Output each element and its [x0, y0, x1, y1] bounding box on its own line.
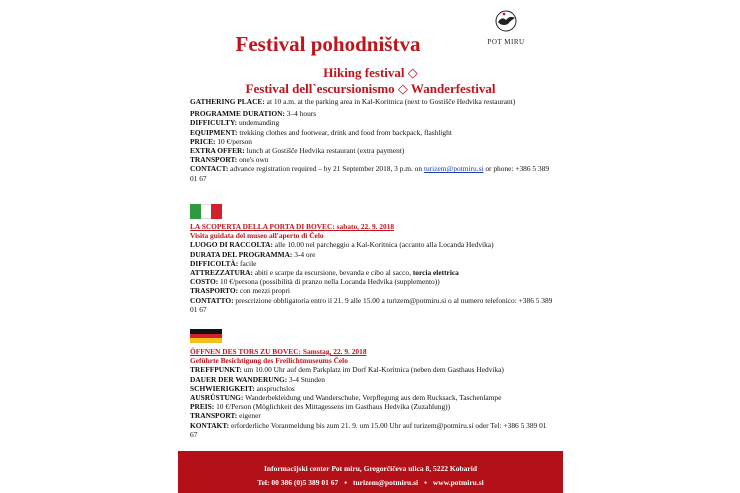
info-row: ATTREZZATURA: abiti e scarpe da escursione, bevanda e cibo al sacco, torcia elettrica: [190, 268, 459, 278]
bullet-icon: ●: [423, 480, 428, 486]
page-title: Festival pohodništva: [235, 32, 421, 56]
info-row: CONTACT: advance registration required – by 21 September 2018, 3 p.m. on turizem@potmiru.si or phone: +386 5 389 01 67: [190, 164, 550, 183]
italian-flag: [190, 204, 222, 219]
logo-text: POT MIRU: [487, 38, 525, 46]
info-row: EXTRA OFFER: lunch at Gostišče Hedvika restaurant (extra payment): [190, 146, 405, 156]
german-heading: ÖFFNEN DES TORS ZU BOVEC: Samstag, 22. 9. 2018: [190, 347, 367, 356]
german-section: [190, 347, 555, 439]
footer-email[interactable]: turizem@potmiru.si: [353, 478, 419, 487]
footer-website[interactable]: www.potmiru.si: [432, 478, 484, 487]
email-link[interactable]: turizem@potmiru.si: [423, 164, 484, 174]
poster-page: [178, 0, 563, 493]
italian-subheading: Visita guidata del museo all'aperto di Čelo: [190, 231, 324, 241]
italian-section: [190, 222, 555, 314]
info-row: DIFFICULTY: undemanding: [190, 118, 280, 128]
info-row: COSTO: 10 €/persona (possibilità di pranzo nella Locanda Hedvika (supplemento)): [190, 277, 440, 287]
info-row: SCHWIERIGKEIT: anspruchslos: [190, 383, 295, 393]
subtitle-english: Hiking festival ◇: [323, 65, 418, 80]
english-section: [190, 97, 555, 183]
dove-icon: [493, 10, 519, 32]
info-row: EQUIPMENT: trekking clothes and footwear, drink and food from backpack, flashlight: [190, 127, 452, 137]
footer-banner: [178, 451, 563, 493]
footer-address: Informacijski center Pot miru, Gregorčičeva ulica 8, 5222 Kobarid: [263, 464, 478, 473]
info-row: TREFFPUNKT: um 10.00 Uhr auf dem Parkplatz im Dorf Kal-Koritnica (neben dem Gasthaus Hedvika): [190, 365, 504, 375]
footer-contacts: [178, 478, 563, 487]
info-row: DIFFICOLTÀ: facile: [190, 258, 257, 268]
german-subheading: Geführte Besichtigung des Freilichtmuseums Čelo: [190, 356, 348, 366]
info-row: TRASPORTO: con mezzi propri: [190, 286, 290, 296]
german-flag: [190, 329, 222, 343]
info-row: TRANSPORT: eigener: [190, 411, 261, 421]
info-row: PROGRAMME DURATION: 3–4 hours: [190, 109, 317, 119]
footer-phone: Tel: 00 386 (0)5 389 01 67: [257, 478, 339, 487]
info-row: DURATA DEL PROGRAMMA: 3-4 ore: [190, 249, 316, 259]
info-row: GATHERING PLACE: at 10 a.m. at the parking area in Kal-Koritnica (next to Gostišče Hedvika restaurant): [190, 97, 516, 106]
info-row: CONTATTO: prescrizione obbligatoria entro il 21. 9 alle 15.00 a turizem@potmiru.si o al numero telefonico: +386 5 389 01 67: [190, 295, 553, 314]
info-row: AUSRÜSTUNG: Wanderbekleidung und Wanderschuhe, Verpflegung aus dem Rucksack, Taschenlampe: [190, 393, 502, 403]
info-row: TRANSPORT: one's own: [190, 155, 269, 165]
info-row: PREIS: 10 €/Person (Möglichkeit des Mittagessens im Gasthaus Hedvika (Zuzahlung)): [190, 402, 451, 412]
italian-heading: LA SCOPERTA DELLA PORTA DI BOVEC: sabato, 22. 9. 2018: [190, 222, 395, 231]
info-row: PRICE: 10 €/person: [190, 136, 253, 146]
info-row: DAUER DER WANDERUNG: 3-4 Stunden: [190, 374, 325, 384]
pot-miru-logo: [476, 10, 536, 46]
bullet-icon: ●: [344, 480, 348, 486]
subtitle-italian-german: Festival dell`escursionismo ◇ Wanderfestival: [245, 81, 496, 96]
info-row: LUOGO DI RACCOLTA: alle 10.00 nel parcheggio a Kal-Koritnica (accanto alla Locanda Hedvika): [190, 240, 494, 250]
info-row: KONTAKT: erforderliche Voranmeldung bis zum 21. 9. um 15.00 Uhr auf turizem@potmiru.si oder Tel: +386 5 389 01 67: [190, 420, 547, 439]
